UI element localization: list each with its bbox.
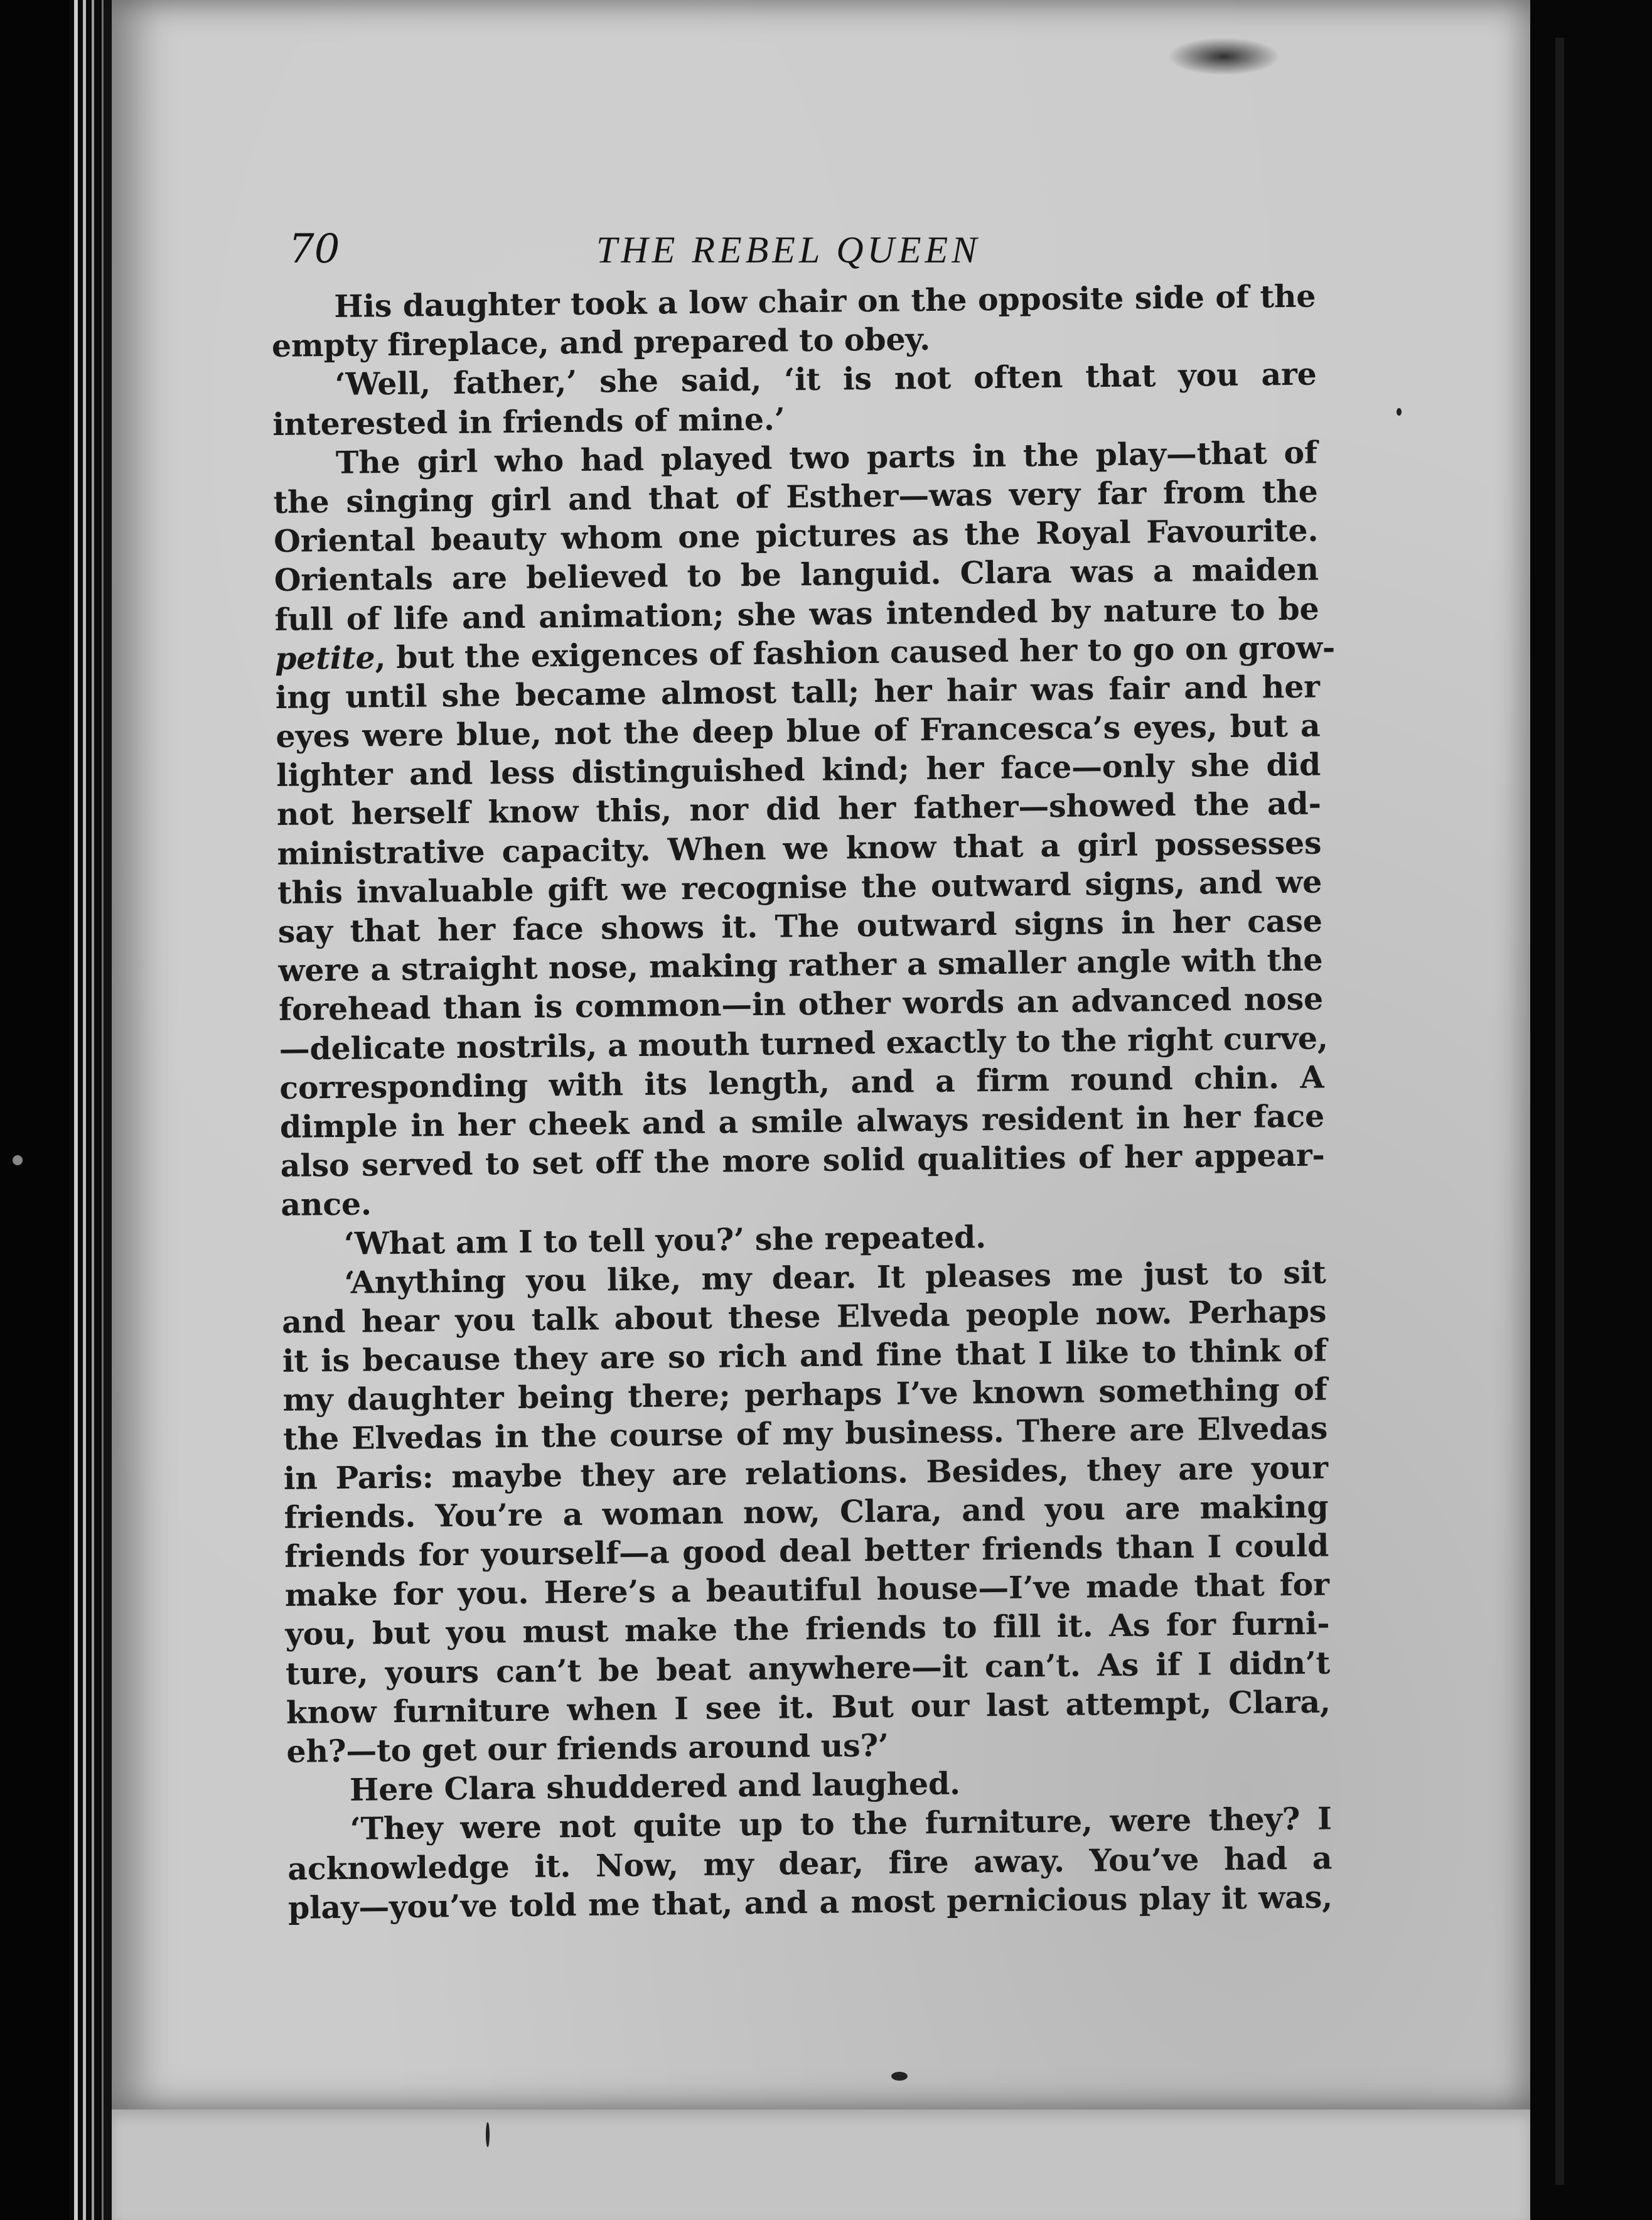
- text-line: petite, but the exigences of fashion caused her to go on grow-: [274, 628, 1336, 677]
- text-line: not herself know this, nor did her father—showed the ad-: [276, 785, 1322, 833]
- text-line: make for you. Here’s a beautiful house—I’ve made that for: [284, 1566, 1330, 1614]
- text-line: you, but you must make the friends to fill it. As for furni-: [285, 1605, 1330, 1653]
- text-line: His daughter took a low chair on the opposite side of the: [334, 278, 1316, 325]
- text-line: it is because they are so rich and fine that I like to think of: [282, 1332, 1328, 1379]
- text-line: ‘Well, father,’ she said, ‘it is not often that you are: [335, 355, 1317, 403]
- ink-speck: [486, 2122, 490, 2147]
- text-line: ‘They were not quite up to the furniture, were they? I: [350, 1800, 1332, 1848]
- text-line: interested in friends of mine.’: [272, 401, 785, 443]
- ink-speck: [891, 2072, 908, 2081]
- text-line: also served to set off the more solid qualities of her appear-: [280, 1136, 1325, 1185]
- text-line: in Paris: maybe they are relations. Besides, they are your: [283, 1449, 1329, 1497]
- text-line: eyes were blue, not the deep blue of Francesca’s eyes, but a: [276, 707, 1321, 755]
- italic-word: petite: [274, 639, 375, 677]
- running-header: [289, 226, 1306, 276]
- text-line: know furniture when I see it. But our last attempt, Clara,: [286, 1683, 1331, 1731]
- ink-speck: [13, 1155, 23, 1165]
- text-line: ‘What am I to tell you?’ she repeated.: [343, 1218, 987, 1262]
- text-line: and hear you talk about these Elveda people now. Perhaps: [281, 1293, 1327, 1340]
- text-line: say that her face shows it. The outward signs in her case: [277, 902, 1322, 950]
- ink-speck: [1397, 408, 1402, 416]
- text-line: were a straight nose, making rather a smaller angle with the: [278, 941, 1323, 989]
- text-line: corresponding with its length, and a firm round chin. A: [279, 1059, 1324, 1106]
- text-line: this invaluable gift we recognise the outward signs, and we: [277, 863, 1322, 911]
- text-line: The girl who had played two parts in the play—that of: [335, 434, 1318, 481]
- text-line: acknowledge it. Now, my dear, fire away. You’ve had a: [287, 1839, 1333, 1887]
- text-line: my daughter being there; perhaps I’ve known something of: [282, 1371, 1328, 1419]
- body-text: [271, 277, 1336, 1927]
- text-line: the singing girl and that of Esther—was very far from the: [273, 473, 1318, 520]
- text-line: lighter and less distinguished kind; her face—only she did: [276, 746, 1321, 794]
- text-line: dimple in her cheek and a smile always resident in her face: [279, 1097, 1325, 1145]
- page-number: 70: [289, 226, 340, 272]
- text-line: eh?—to get our friends around us?’: [286, 1727, 889, 1770]
- ink-smudge: [1167, 38, 1280, 75]
- right-scan-edge: [1530, 0, 1652, 2220]
- text-line: the Elvedas in the course of my business. There are Elvedas: [282, 1409, 1328, 1458]
- page-bottom-margin: [112, 2110, 1530, 2220]
- text-line: ing until she became almost tall; her hair was fair and her: [275, 668, 1321, 716]
- running-title: THE REBEL QUEEN: [596, 229, 981, 271]
- text-line: ‘Anything you like, my dear. It pleases me just to sit: [344, 1254, 1326, 1301]
- text-line: ture, yours can’t be beat anywhere—it can’t. As if I didn’t: [285, 1644, 1331, 1692]
- text-line: friends. You’re a woman now, Clara, and you are making: [284, 1488, 1329, 1536]
- text-line: play—you’ve told me that, and a most pernicious play it was,: [287, 1878, 1333, 1926]
- text-line: Oriental beauty whom one pictures as the Royal Favourite.: [273, 512, 1319, 560]
- text-line: Here Clara shuddered and laughed.: [349, 1765, 961, 1808]
- text-line: —delicate nostrils, a mouth turned exactly to the right curve,: [279, 1019, 1329, 1067]
- text-line: full of life and animation; she was intended by nature to be: [274, 590, 1319, 638]
- text-line: Orientals are believed to be languid. Clara was a maiden: [274, 551, 1319, 599]
- text-line: ance.: [280, 1185, 372, 1224]
- text-line: forehead than is common—in other words an advanced nose: [278, 980, 1324, 1028]
- text-line: friends for yourself—a good deal better friends than I could: [284, 1527, 1329, 1575]
- text-line: empty fireplace, and prepared to obey.: [271, 321, 931, 365]
- text-line: ministrative capacity. When we know that a girl possesses: [277, 824, 1322, 872]
